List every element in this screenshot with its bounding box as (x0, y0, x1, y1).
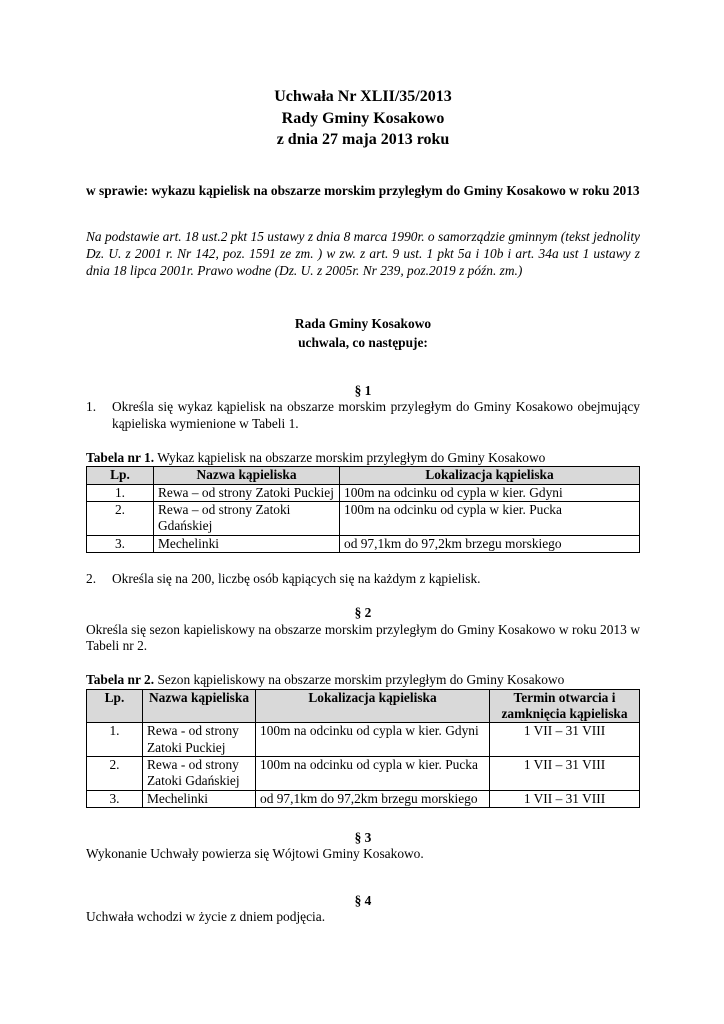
table-cell: 1 VII – 31 VIII (490, 757, 640, 791)
table-header-cell: Nazwa kąpieliska (154, 467, 340, 484)
title-line-2: Rady Gminy Kosakowo (281, 109, 445, 127)
table-cell: 100m na odcinku od cypla w kier. Gdyni (340, 484, 640, 501)
section-3-text: Wykonanie Uchwały powierza się Wójtowi Gminy Kosakowo. (86, 846, 424, 862)
table-cell: 3. (87, 790, 143, 807)
section-4-text: Uchwała wchodzi w życie z dniem podjęcia. (86, 909, 326, 925)
document-title (86, 86, 640, 151)
table-cell: 100m na odcinku od cypla w kier. Pucka (340, 501, 640, 535)
table-2 (86, 689, 640, 808)
table-cell: Rewa – od strony Zatoki Gdańskiej (154, 501, 340, 535)
table-header-cell: Lp. (87, 689, 143, 723)
table-cell: Mechelinki (143, 790, 256, 807)
table-cell: 1 VII – 31 VIII (490, 790, 640, 807)
table-1-caption (86, 450, 640, 466)
table-row (87, 757, 640, 791)
table-cell: 2. (87, 501, 154, 535)
table-cell: od 97,1km do 97,2km brzegu morskiego (340, 535, 640, 552)
section-1-item-2 (86, 571, 640, 587)
table-header-row (87, 689, 640, 723)
table-row (87, 723, 640, 757)
table-cell: 1 VII – 31 VIII (490, 723, 640, 757)
section-1-item-1 (86, 399, 640, 432)
table-cell: 100m na odcinku od cypla w kier. Pucka (256, 757, 490, 791)
table-2-caption-label: Tabela nr 2. (86, 672, 155, 688)
table-header-row (87, 467, 640, 484)
council-line-2: uchwala, co następuje: (298, 335, 428, 351)
resolution-subject: w sprawie: wykazu kąpielisk na obszarze morskim przyległym do Gminy Kosakowo w roku 2013 (86, 182, 640, 198)
table-1 (86, 466, 640, 553)
table-header-cell: Termin otwarcia i zamknięcia kąpieliska (490, 689, 640, 723)
table-header-cell: Lokalizacja kąpieliska (340, 467, 640, 484)
table-row (87, 484, 640, 501)
table-cell: Rewa – od strony Zatoki Puckiej (154, 484, 340, 501)
legal-basis: Na podstawie art. 18 ust.2 pkt 15 ustawy z dnia 8 marca 1990r. o samorządzie gminnym (tekst jednolity Dz. U. z 2001 r. Nr 142, poz. 1591 ze zm. ) w zw. z art. 9 ust. 1 pkt 5a i 10b i art. 34a ust 1 ustawy z dnia 18 lipca 2001r. Prawo wodne (Dz. U. z 2005r. Nr 239, poz.2019 z późn. zm.) (86, 229, 640, 278)
item-number: 1. (86, 399, 97, 415)
table-cell: Rewa - od strony Zatoki Gdańskiej (143, 757, 256, 791)
item-number: 2. (86, 571, 97, 586)
section-2-text: Określa się sezon kapieliskowy na obszarze morskim przyległym do Gminy Kosakowo w roku 2013 w Tabeli nr 2. (86, 621, 640, 654)
council-statement (86, 315, 640, 353)
table-2-caption (86, 672, 640, 688)
table-header-cell: Nazwa kąpieliska (143, 689, 256, 723)
section-1-heading: § 1 (354, 382, 372, 398)
table-cell: 1. (87, 484, 154, 501)
table-cell: od 97,1km do 97,2km brzegu morskiego (256, 790, 490, 807)
item-text: Określa się wykaz kąpielisk na obszarze morskim przyległym do Gminy Kosakowo obejmujący kąpieliska wymienione w Tabeli 1. (112, 399, 640, 431)
document-page (86, 86, 640, 926)
table-row (87, 535, 640, 552)
title-line-3: z dnia 27 maja 2013 roku (276, 131, 450, 149)
table-header-cell: Lokalizacja kąpieliska (256, 689, 490, 723)
title-line-1: Uchwała Nr XLII/35/2013 (274, 88, 452, 105)
item-text: Określa się na 200, liczbę osób kąpiących się na każdym z kąpielisk. (112, 571, 481, 586)
table-cell: Rewa - od strony Zatoki Puckiej (143, 723, 256, 757)
table-row (87, 501, 640, 535)
section-2-heading: § 2 (354, 605, 372, 621)
table-cell: 2. (87, 757, 143, 791)
council-line-1: Rada Gminy Kosakowo (294, 316, 432, 332)
table-2-caption-text: Sezon kąpieliskowy na obszarze morskim przyległym do Gminy Kosakowo (154, 672, 565, 688)
table-cell: 100m na odcinku od cypla w kier. Gdyni (256, 723, 490, 757)
table-1-caption-text: Wykaz kąpielisk na obszarze morskim przyległym do Gminy Kosakowo (154, 449, 546, 465)
table-1-caption-label: Tabela nr 1. (86, 449, 155, 465)
table-header-cell: Lp. (87, 467, 154, 484)
section-3-heading: § 3 (354, 830, 372, 846)
table-row (87, 790, 640, 807)
table-cell: 3. (87, 535, 154, 552)
table-cell: 1. (87, 723, 143, 757)
section-4-heading: § 4 (354, 892, 372, 908)
table-cell: Mechelinki (154, 535, 340, 552)
